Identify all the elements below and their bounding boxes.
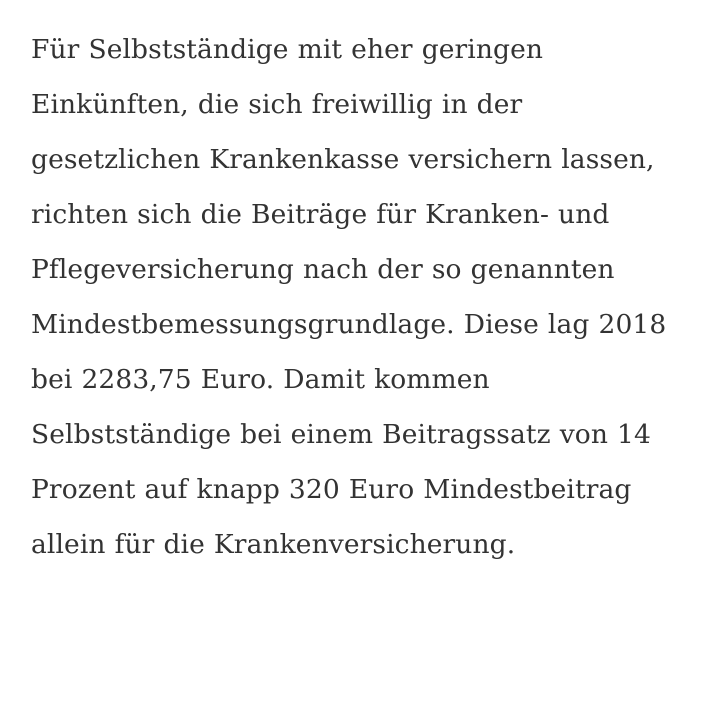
article-paragraph: Für Selbstständige mit eher geringen Einkünften, die sich freiwillig in der gesetzlichen Krankenkasse versichern lassen, richten sich die Beiträge für Kranken- und Pflegeversicherung nach der so genannten Mindestbemessungsgrundlage. Diese lag 2018 bei 2283,75 Euro. Damit kommen Selbstständige bei einem Beitragssatz von 14 Prozent auf knapp 320 Euro Mindestbeitrag allein für die Krankenversicherung. xyxy=(31,34,667,560)
